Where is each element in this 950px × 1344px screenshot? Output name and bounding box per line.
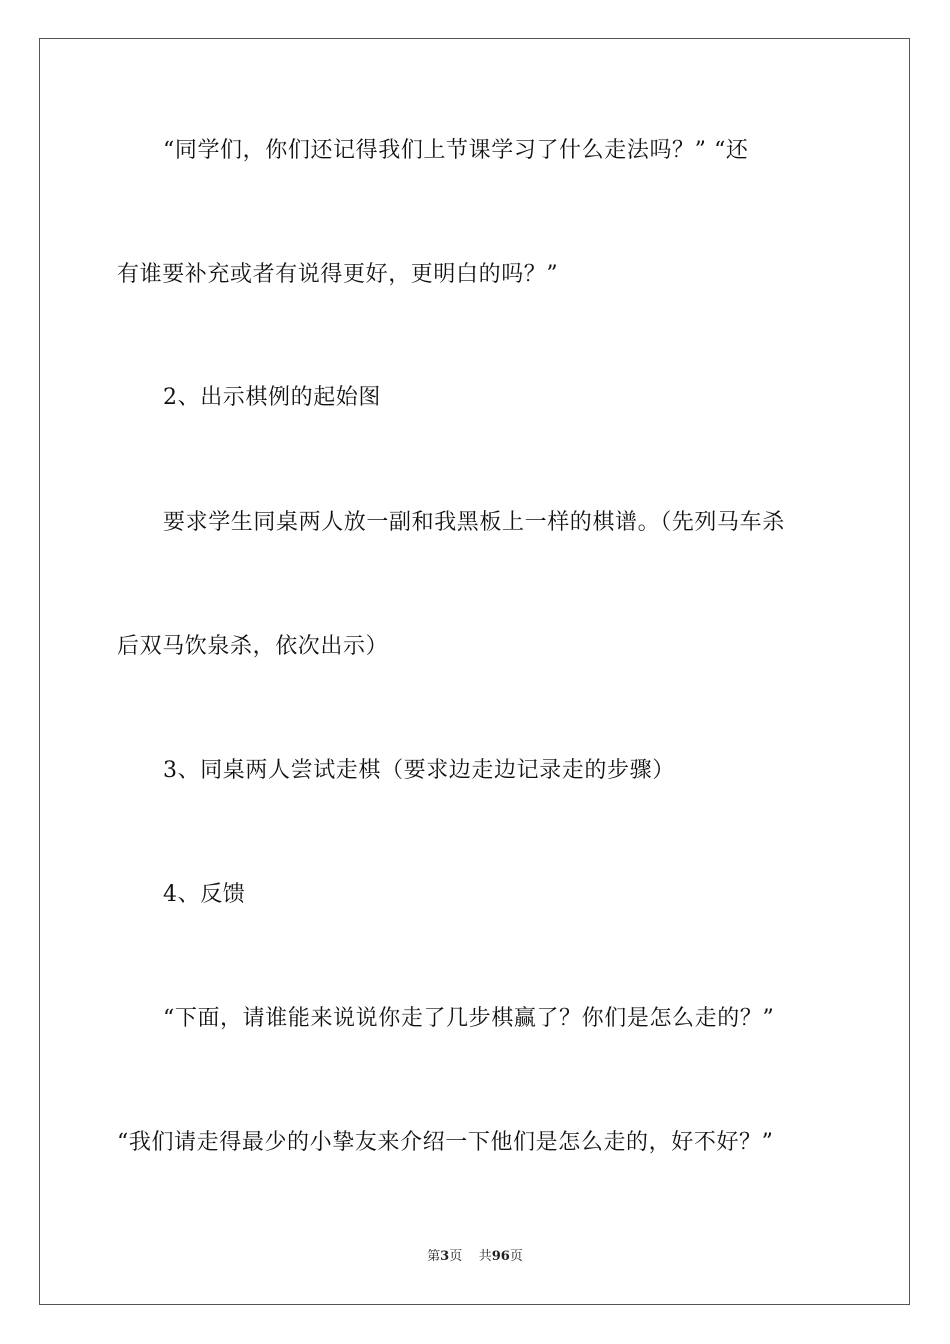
page-footer — [0, 1248, 950, 1266]
paragraph-line-6: 3、同桌两人尝试走棋（要求边走边记录走的步骤） — [163, 758, 675, 783]
paragraph-line-7: 4、反馈 — [163, 882, 246, 907]
paragraph-line-4: 要求学生同桌两人放一副和我黑板上一样的棋谱。（先列马车杀 — [163, 510, 785, 535]
footer-page-prefix: 第 — [427, 1249, 441, 1264]
footer-total-prefix: 共 — [478, 1249, 492, 1264]
paragraph-line-5: 后双马饮泉杀，依次出示） — [117, 634, 389, 659]
paragraph-line-8: “下面，请谁能来说说你走了几步棋赢了？你们是怎么走的？” — [163, 1006, 775, 1031]
paragraph-line-1: “同学们，你们还记得我们上节课学习了什么走法吗？” “还 — [163, 138, 749, 163]
footer-page-number: 3 — [440, 1249, 450, 1264]
footer-page-suffix: 页 — [449, 1249, 463, 1264]
paragraph-line-3: 2、出示棋例的起始图 — [163, 385, 381, 410]
page-border — [39, 38, 910, 1305]
footer-total-suffix: 页 — [509, 1249, 523, 1264]
footer-total-pages: 96 — [491, 1249, 510, 1264]
paragraph-line-9: “我们请走得最少的小挚友来介绍一下他们是怎么走的，好不好？” — [117, 1130, 774, 1155]
paragraph-line-2: 有谁要补充或者有说得更好，更明白的吗？” — [117, 262, 559, 287]
